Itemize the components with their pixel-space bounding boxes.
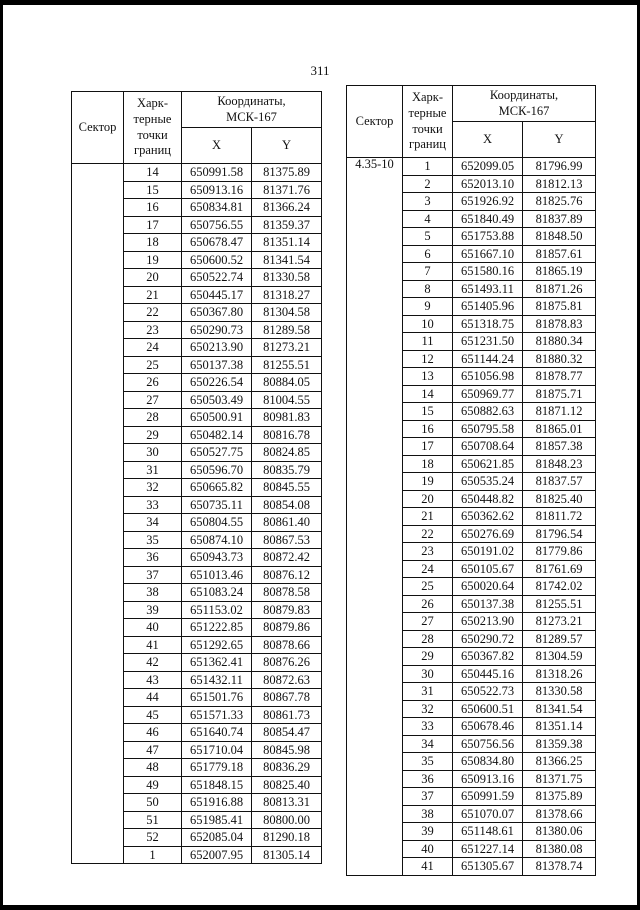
y-coordinate-cell: 81359.38 [523, 735, 596, 753]
x-coordinate-cell: 650535.24 [453, 473, 523, 491]
point-number-cell: 38 [403, 805, 453, 823]
point-number-cell: 5 [403, 228, 453, 246]
x-coordinate-cell: 651848.15 [182, 776, 252, 794]
point-number-cell: 42 [124, 654, 182, 672]
x-coordinate-cell: 650448.82 [453, 490, 523, 508]
y-coordinate-cell: 80835.79 [252, 461, 322, 479]
y-coordinate-cell: 81812.13 [523, 175, 596, 193]
y-coordinate-cell: 81351.14 [252, 234, 322, 252]
y-coordinate-cell: 81273.21 [523, 613, 596, 631]
y-coordinate-cell: 81305.14 [252, 846, 322, 864]
y-coordinate-cell: 81318.27 [252, 286, 322, 304]
x-coordinate-cell: 651501.76 [182, 689, 252, 707]
x-coordinate-cell: 650290.73 [182, 321, 252, 339]
point-number-cell: 43 [124, 671, 182, 689]
y-coordinate-cell: 81796.54 [523, 525, 596, 543]
y-coordinate-cell: 81857.61 [523, 245, 596, 263]
x-coordinate-cell: 650678.47 [182, 234, 252, 252]
point-number-cell: 31 [124, 461, 182, 479]
x-header: X [182, 128, 252, 164]
x-coordinate-cell: 650527.75 [182, 444, 252, 462]
coordinates-table-left [71, 91, 322, 864]
y-coordinate-cell: 81871.12 [523, 403, 596, 421]
y-coordinate-cell: 81857.38 [523, 438, 596, 456]
y-coordinate-cell: 81371.75 [523, 770, 596, 788]
point-number-cell: 27 [403, 613, 453, 631]
point-number-cell: 28 [403, 630, 453, 648]
x-coordinate-cell: 651432.11 [182, 671, 252, 689]
point-number-cell: 4 [403, 210, 453, 228]
y-coordinate-cell: 80816.78 [252, 426, 322, 444]
point-number-cell: 23 [403, 543, 453, 561]
x-coordinate-cell: 650522.73 [453, 683, 523, 701]
x-coordinate-cell: 650213.90 [453, 613, 523, 631]
page-number: 311 [310, 63, 330, 78]
point-number-cell: 8 [403, 280, 453, 298]
y-coordinate-cell: 81290.18 [252, 829, 322, 847]
x-coordinate-cell: 650665.82 [182, 479, 252, 497]
document-page [3, 5, 637, 905]
y-coordinate-cell: 81825.76 [523, 193, 596, 211]
x-coordinate-cell: 650596.70 [182, 461, 252, 479]
point-number-cell: 35 [403, 753, 453, 771]
sector-header: Сектор [347, 86, 403, 158]
x-coordinate-cell: 652085.04 [182, 829, 252, 847]
y-coordinate-cell: 80867.78 [252, 689, 322, 707]
point-number-cell: 51 [124, 811, 182, 829]
y-coordinate-cell: 81875.71 [523, 385, 596, 403]
y-coordinate-cell: 81330.58 [252, 269, 322, 287]
y-coordinate-cell: 80845.98 [252, 741, 322, 759]
point-number-cell: 14 [124, 164, 182, 182]
point-number-cell: 33 [403, 718, 453, 736]
point-number-cell: 7 [403, 263, 453, 281]
point-number-cell: 29 [403, 648, 453, 666]
x-coordinate-cell: 651362.41 [182, 654, 252, 672]
x-coordinate-cell: 652099.05 [453, 158, 523, 176]
x-coordinate-cell: 650735.11 [182, 496, 252, 514]
point-number-cell: 40 [403, 840, 453, 858]
x-coordinate-cell: 650226.54 [182, 374, 252, 392]
point-number-cell: 45 [124, 706, 182, 724]
point-number-cell: 3 [403, 193, 453, 211]
x-coordinate-cell: 650913.16 [182, 181, 252, 199]
x-coordinate-cell: 650445.17 [182, 286, 252, 304]
x-coordinate-cell: 650678.46 [453, 718, 523, 736]
point-number-cell: 20 [403, 490, 453, 508]
x-coordinate-cell: 652007.95 [182, 846, 252, 864]
x-coordinate-cell: 651222.85 [182, 619, 252, 637]
y-coordinate-cell: 81865.01 [523, 420, 596, 438]
y-coordinate-cell: 81371.76 [252, 181, 322, 199]
point-number-cell: 2 [403, 175, 453, 193]
x-coordinate-cell: 651985.41 [182, 811, 252, 829]
point-number-cell: 15 [403, 403, 453, 421]
x-coordinate-cell: 651305.67 [453, 858, 523, 876]
x-coordinate-cell: 650020.64 [453, 578, 523, 596]
y-coordinate-cell: 80872.63 [252, 671, 322, 689]
y-coordinate-cell: 80854.47 [252, 724, 322, 742]
point-number-cell: 27 [124, 391, 182, 409]
x-coordinate-cell: 651667.10 [453, 245, 523, 263]
point-number-cell: 26 [403, 595, 453, 613]
y-coordinate-cell: 81304.58 [252, 304, 322, 322]
point-number-cell: 30 [124, 444, 182, 462]
point-number-cell: 39 [403, 823, 453, 841]
x-coordinate-cell: 650795.58 [453, 420, 523, 438]
y-coordinate-cell: 81273.21 [252, 339, 322, 357]
x-coordinate-cell: 650137.38 [453, 595, 523, 613]
sector-cell [72, 164, 124, 864]
y-coordinate-cell: 80876.26 [252, 654, 322, 672]
y-coordinate-cell: 81871.26 [523, 280, 596, 298]
point-number-cell: 39 [124, 601, 182, 619]
x-coordinate-cell: 650191.02 [453, 543, 523, 561]
x-coordinate-cell: 650503.49 [182, 391, 252, 409]
point-number-cell: 25 [124, 356, 182, 374]
point-number-cell: 28 [124, 409, 182, 427]
y-coordinate-cell: 81380.08 [523, 840, 596, 858]
point-number-cell: 12 [403, 350, 453, 368]
point-number-cell: 9 [403, 298, 453, 316]
boundary-points-header: Харк- терные точки границ [403, 86, 453, 158]
x-coordinate-cell: 650290.72 [453, 630, 523, 648]
y-coordinate-cell: 81848.23 [523, 455, 596, 473]
y-coordinate-cell: 81825.40 [523, 490, 596, 508]
x-coordinate-cell: 650213.90 [182, 339, 252, 357]
point-number-cell: 52 [124, 829, 182, 847]
point-number-cell: 30 [403, 665, 453, 683]
point-number-cell: 11 [403, 333, 453, 351]
y-coordinate-cell: 81366.24 [252, 199, 322, 217]
x-coordinate-cell: 650708.64 [453, 438, 523, 456]
y-coordinate-cell: 81837.57 [523, 473, 596, 491]
y-coordinate-cell: 80836.29 [252, 759, 322, 777]
x-header: X [453, 122, 523, 158]
y-coordinate-cell: 81351.14 [523, 718, 596, 736]
sector-cell: 4.35-10 [347, 158, 403, 876]
sector-header: Сектор [72, 92, 124, 164]
coordinates-header: Координаты, МСК-167 [182, 92, 322, 128]
y-coordinate-cell: 81366.25 [523, 753, 596, 771]
x-coordinate-cell: 651916.88 [182, 794, 252, 812]
point-number-cell: 34 [403, 735, 453, 753]
x-coordinate-cell: 651405.96 [453, 298, 523, 316]
y-coordinate-cell: 80879.83 [252, 601, 322, 619]
y-coordinate-cell: 81304.59 [523, 648, 596, 666]
point-number-cell: 18 [124, 234, 182, 252]
y-coordinate-cell: 80884.05 [252, 374, 322, 392]
point-number-cell: 36 [403, 770, 453, 788]
point-number-cell: 1 [124, 846, 182, 864]
point-number-cell: 16 [403, 420, 453, 438]
point-number-cell: 16 [124, 199, 182, 217]
point-number-cell: 19 [124, 251, 182, 269]
x-coordinate-cell: 650756.56 [453, 735, 523, 753]
x-coordinate-cell: 650362.62 [453, 508, 523, 526]
x-coordinate-cell: 651153.02 [182, 601, 252, 619]
point-number-cell: 41 [403, 858, 453, 876]
y-coordinate-cell: 81341.54 [523, 700, 596, 718]
x-coordinate-cell: 651580.16 [453, 263, 523, 281]
x-coordinate-cell: 650969.77 [453, 385, 523, 403]
x-coordinate-cell: 650621.85 [453, 455, 523, 473]
x-coordinate-cell: 650445.16 [453, 665, 523, 683]
point-number-cell: 33 [124, 496, 182, 514]
point-number-cell: 29 [124, 426, 182, 444]
point-number-cell: 46 [124, 724, 182, 742]
x-coordinate-cell: 650137.38 [182, 356, 252, 374]
x-coordinate-cell: 650600.52 [182, 251, 252, 269]
y-coordinate-cell: 80813.31 [252, 794, 322, 812]
y-coordinate-cell: 81330.58 [523, 683, 596, 701]
x-coordinate-cell: 651571.33 [182, 706, 252, 724]
y-coordinate-cell: 81880.34 [523, 333, 596, 351]
point-number-cell: 38 [124, 584, 182, 602]
y-coordinate-cell: 80854.08 [252, 496, 322, 514]
point-number-cell: 35 [124, 531, 182, 549]
point-number-cell: 50 [124, 794, 182, 812]
x-coordinate-cell: 650367.82 [453, 648, 523, 666]
x-coordinate-cell: 651926.92 [453, 193, 523, 211]
y-coordinate-cell: 81375.89 [523, 788, 596, 806]
y-coordinate-cell: 81848.50 [523, 228, 596, 246]
point-number-cell: 23 [124, 321, 182, 339]
x-coordinate-cell: 650367.80 [182, 304, 252, 322]
x-coordinate-cell: 651144.24 [453, 350, 523, 368]
coordinates-header: Координаты, МСК-167 [453, 86, 596, 122]
y-coordinate-cell: 80879.86 [252, 619, 322, 637]
y-coordinate-cell: 80824.85 [252, 444, 322, 462]
x-coordinate-cell: 651227.14 [453, 840, 523, 858]
x-coordinate-cell: 651231.50 [453, 333, 523, 351]
x-coordinate-cell: 650105.67 [453, 560, 523, 578]
x-coordinate-cell: 650834.81 [182, 199, 252, 217]
point-number-cell: 15 [124, 181, 182, 199]
y-coordinate-cell: 81878.83 [523, 315, 596, 333]
point-number-cell: 44 [124, 689, 182, 707]
point-number-cell: 17 [124, 216, 182, 234]
point-number-cell: 14 [403, 385, 453, 403]
y-coordinate-cell: 81359.37 [252, 216, 322, 234]
y-header: Y [252, 128, 322, 164]
point-number-cell: 36 [124, 549, 182, 567]
y-coordinate-cell: 81796.99 [523, 158, 596, 176]
y-coordinate-cell: 80876.12 [252, 566, 322, 584]
y-coordinate-cell: 80861.40 [252, 514, 322, 532]
x-coordinate-cell: 650991.59 [453, 788, 523, 806]
x-coordinate-cell: 651013.46 [182, 566, 252, 584]
y-coordinate-cell: 81380.06 [523, 823, 596, 841]
y-coordinate-cell: 80878.58 [252, 584, 322, 602]
point-number-cell: 49 [124, 776, 182, 794]
y-coordinate-cell: 81375.89 [252, 164, 322, 182]
y-coordinate-cell: 81255.51 [252, 356, 322, 374]
boundary-points-header: Харк- терные точки границ [124, 92, 182, 164]
point-number-cell: 26 [124, 374, 182, 392]
x-coordinate-cell: 650500.91 [182, 409, 252, 427]
x-coordinate-cell: 651840.49 [453, 210, 523, 228]
x-coordinate-cell: 650276.69 [453, 525, 523, 543]
table-row [72, 164, 322, 182]
point-number-cell: 21 [124, 286, 182, 304]
point-number-cell: 22 [403, 525, 453, 543]
point-number-cell: 20 [124, 269, 182, 287]
y-coordinate-cell: 81004.55 [252, 391, 322, 409]
y-header: Y [523, 122, 596, 158]
x-coordinate-cell: 650482.14 [182, 426, 252, 444]
point-number-cell: 18 [403, 455, 453, 473]
x-coordinate-cell: 651292.65 [182, 636, 252, 654]
x-coordinate-cell: 650600.51 [453, 700, 523, 718]
point-number-cell: 13 [403, 368, 453, 386]
x-coordinate-cell: 650874.10 [182, 531, 252, 549]
x-coordinate-cell: 651056.98 [453, 368, 523, 386]
y-coordinate-cell: 81341.54 [252, 251, 322, 269]
table-row [347, 158, 596, 176]
point-number-cell: 40 [124, 619, 182, 637]
x-coordinate-cell: 650913.16 [453, 770, 523, 788]
x-coordinate-cell: 651640.74 [182, 724, 252, 742]
point-number-cell: 22 [124, 304, 182, 322]
y-coordinate-cell: 81378.74 [523, 858, 596, 876]
y-coordinate-cell: 80878.66 [252, 636, 322, 654]
x-coordinate-cell: 651318.75 [453, 315, 523, 333]
x-coordinate-cell: 651083.24 [182, 584, 252, 602]
y-coordinate-cell: 80861.73 [252, 706, 322, 724]
y-coordinate-cell: 81289.57 [523, 630, 596, 648]
y-coordinate-cell: 81761.69 [523, 560, 596, 578]
point-number-cell: 25 [403, 578, 453, 596]
point-number-cell: 32 [124, 479, 182, 497]
point-number-cell: 1 [403, 158, 453, 176]
point-number-cell: 47 [124, 741, 182, 759]
y-coordinate-cell: 81865.19 [523, 263, 596, 281]
point-number-cell: 24 [124, 339, 182, 357]
y-coordinate-cell: 81289.58 [252, 321, 322, 339]
y-coordinate-cell: 81880.32 [523, 350, 596, 368]
x-coordinate-cell: 651070.07 [453, 805, 523, 823]
point-number-cell: 19 [403, 473, 453, 491]
x-coordinate-cell: 650943.73 [182, 549, 252, 567]
y-coordinate-cell: 81878.77 [523, 368, 596, 386]
coordinates-table-right [346, 85, 596, 876]
point-number-cell: 34 [124, 514, 182, 532]
y-coordinate-cell: 81779.86 [523, 543, 596, 561]
point-number-cell: 37 [124, 566, 182, 584]
y-coordinate-cell: 80800.00 [252, 811, 322, 829]
x-coordinate-cell: 651148.61 [453, 823, 523, 841]
point-number-cell: 21 [403, 508, 453, 526]
y-coordinate-cell: 81378.66 [523, 805, 596, 823]
y-coordinate-cell: 81811.72 [523, 508, 596, 526]
point-number-cell: 10 [403, 315, 453, 333]
x-coordinate-cell: 650991.58 [182, 164, 252, 182]
point-number-cell: 24 [403, 560, 453, 578]
y-coordinate-cell: 80825.40 [252, 776, 322, 794]
y-coordinate-cell: 81318.26 [523, 665, 596, 683]
point-number-cell: 6 [403, 245, 453, 263]
x-coordinate-cell: 651493.11 [453, 280, 523, 298]
point-number-cell: 31 [403, 683, 453, 701]
y-coordinate-cell: 80845.55 [252, 479, 322, 497]
point-number-cell: 17 [403, 438, 453, 456]
y-coordinate-cell: 81837.89 [523, 210, 596, 228]
point-number-cell: 48 [124, 759, 182, 777]
point-number-cell: 41 [124, 636, 182, 654]
x-coordinate-cell: 651710.04 [182, 741, 252, 759]
x-coordinate-cell: 650522.74 [182, 269, 252, 287]
x-coordinate-cell: 650882.63 [453, 403, 523, 421]
y-coordinate-cell: 81742.02 [523, 578, 596, 596]
y-coordinate-cell: 81255.51 [523, 595, 596, 613]
y-coordinate-cell: 81875.81 [523, 298, 596, 316]
x-coordinate-cell: 650756.55 [182, 216, 252, 234]
point-number-cell: 32 [403, 700, 453, 718]
y-coordinate-cell: 80867.53 [252, 531, 322, 549]
x-coordinate-cell: 651753.88 [453, 228, 523, 246]
x-coordinate-cell: 650804.55 [182, 514, 252, 532]
y-coordinate-cell: 80981.83 [252, 409, 322, 427]
x-coordinate-cell: 651779.18 [182, 759, 252, 777]
y-coordinate-cell: 80872.42 [252, 549, 322, 567]
x-coordinate-cell: 650834.80 [453, 753, 523, 771]
x-coordinate-cell: 652013.10 [453, 175, 523, 193]
point-number-cell: 37 [403, 788, 453, 806]
